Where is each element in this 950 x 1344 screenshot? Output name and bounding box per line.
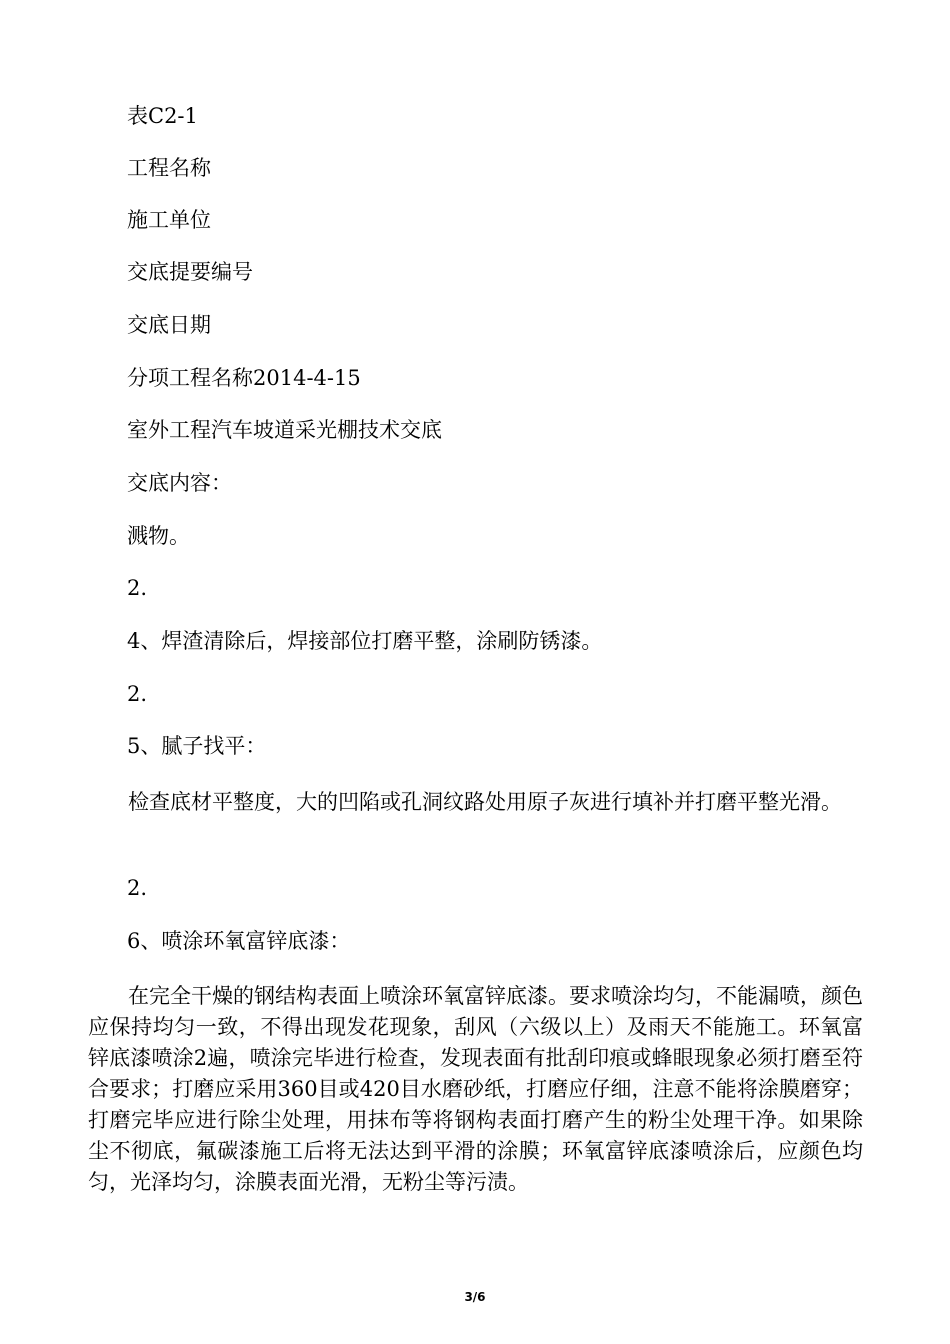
text-fragment: 溅物。 [127, 524, 190, 548]
section-number: 2. [127, 682, 148, 706]
document-title: 室外工程汽车坡道采光棚技术交底 [127, 418, 442, 442]
sub-project-line: 分项工程名称2014-4-15 [127, 366, 361, 390]
content-label: 交底内容： [127, 471, 232, 495]
step-5-heading: 5、腻子找平： [127, 734, 267, 758]
table-code: 表C2-1 [127, 104, 198, 128]
page-number: 3/6 [464, 1290, 486, 1304]
section-number: 2. [127, 576, 148, 600]
construction-unit-label: 施工单位 [127, 208, 211, 232]
step-5-body: 检查底材平整度，大的凹陷或孔洞纹路处用原子灰进行填补并打磨平整光滑。 [128, 790, 842, 814]
step-4-text: 4、焊渣清除后，焊接部位打磨平整，涂刷防锈漆。 [127, 629, 603, 653]
project-name-label: 工程名称 [127, 156, 211, 180]
step-6-body: 在完全干燥的钢结构表面上喷涂环氧富锌底漆。要求喷涂均匀，不能漏喷，颜色应保持均匀一致，不得出现发花现象，刮风（六级以上）及雨天不能施工。环氧富锌底漆喷涂2遍，喷涂完毕进行检查，发现表面有批刮印痕或蜂眼现象必须打磨至符合要求；打磨应采用360目或420目水磨砂纸，打磨应仔细，注意不能将涂膜磨穿；打磨完毕应进行除尘处理，用抹布等将钢构表面打磨产生的粉尘处理干净。如果除尘不彻底，氟碳漆施工后将无法达到平滑的涂膜；环氧富锌底漆喷涂后，应颜色均匀，光泽均匀，涂膜表面光滑，无粉尘等污渍。 [88, 984, 863, 1194]
step-6-heading: 6、喷涂环氧富锌底漆： [127, 929, 351, 953]
section-number: 2. [127, 876, 148, 900]
summary-number-label: 交底提要编号 [127, 260, 253, 284]
date-label: 交底日期 [127, 313, 211, 337]
